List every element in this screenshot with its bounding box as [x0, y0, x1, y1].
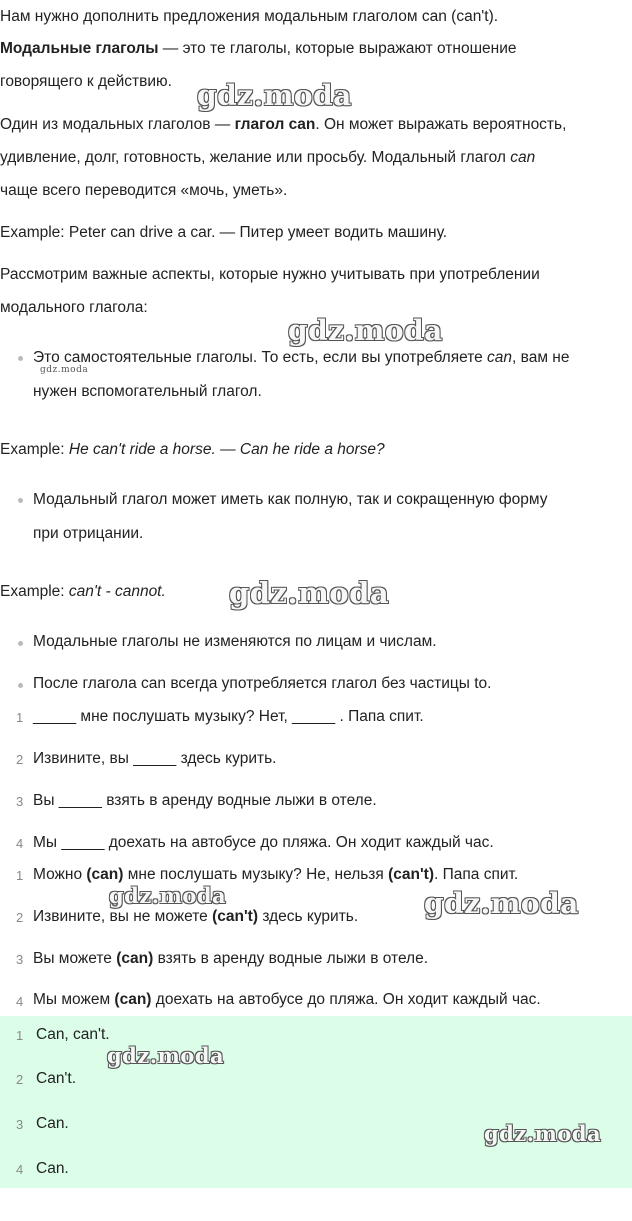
watermark: gdz.moda [229, 576, 390, 610]
italic-term: He can't ride a horse. — Can he ride a horse? [68, 441, 385, 458]
intro-line [0, 116, 566, 134]
text-span: , вам не [512, 349, 570, 366]
example-line [0, 441, 385, 459]
italic-term: can't - cannot. [68, 583, 166, 600]
text-span: Мы можем [33, 991, 115, 1008]
italic-term: can [510, 149, 536, 166]
task-number: 3 [16, 794, 24, 809]
bold-term: (can) [116, 950, 154, 967]
text-span: Вы можете [33, 950, 117, 967]
task-text: Вы _____ взять в аренду водные лыжи в отеле. [33, 792, 377, 809]
intro-line: чаще всего переводится «мочь, уметь». [0, 182, 288, 199]
answer-text: Can, can't. [36, 1026, 110, 1043]
text-span: Можно [33, 866, 87, 883]
example-line [0, 583, 166, 601]
solution-text [33, 908, 358, 926]
task-number: 2 [16, 752, 24, 767]
watermark: gdz.moda [40, 365, 89, 375]
watermark: gdz.moda [484, 1121, 602, 1146]
answer-number: 3 [16, 1117, 24, 1132]
watermark: gdz.moda [107, 1043, 225, 1068]
text-span: удивление, долг, готовность, желание или просьбу. Модальный глагол [0, 149, 511, 166]
bold-term: (can't) [388, 866, 435, 883]
task-text: _____ мне послушать музыку? Нет, _____ . Папа спит. [33, 708, 424, 725]
text-span: здесь курить. [258, 908, 359, 925]
answer-number: 2 [16, 1072, 24, 1087]
text-span: доехать на автобусе до пляжа. Он ходит каждый час. [151, 991, 541, 1008]
solution-number: 2 [16, 910, 24, 925]
solution-number: 3 [16, 952, 24, 967]
text-span: Это самостоятельные глаголы. То есть, если вы употребляете [33, 349, 488, 366]
bullet-dot [18, 356, 23, 361]
text-span: — это те глаголы, которые выражают отношение [158, 40, 517, 57]
answer-text: Can't. [36, 1070, 77, 1087]
bullet-text: После глагола can всегда употребляется глагол без частицы to. [33, 675, 492, 692]
solution-text [33, 866, 518, 884]
task-number: 4 [16, 836, 24, 851]
text-span: Один из модальных глаголов — [0, 116, 235, 133]
intro-line: Нам нужно дополнить предложения модальным глаголом can (can't). [0, 8, 499, 25]
text-span: взять в аренду водные лыжи в отеле. [153, 950, 429, 967]
solution-number: 1 [16, 868, 24, 883]
task-text: Извините, вы _____ здесь курить. [33, 750, 277, 767]
watermark: gdz.moda [288, 314, 443, 347]
text-span: мне послушать музыку? Не, нельзя [123, 866, 389, 883]
bold-term: (can) [114, 991, 152, 1008]
solution-text [33, 950, 428, 968]
watermark: gdz.moda [424, 887, 579, 920]
text-span: Example: [0, 441, 69, 458]
answer-number: 4 [16, 1162, 24, 1177]
text-span: . Папа спит. [434, 866, 519, 883]
solution-number: 4 [16, 994, 24, 1009]
bullet-text [33, 349, 569, 367]
bullet-text: Модальный глагол может иметь как полную, так и сокращенную форму [33, 491, 548, 508]
intro-line: модального глагола: [0, 299, 148, 316]
bullet-text: нужен вспомогательный глагол. [33, 383, 262, 400]
bullet-text: при отрицании. [33, 525, 144, 542]
text-span: Example: [0, 583, 69, 600]
text-span: . Он может выражать вероятность, [315, 116, 567, 133]
bold-term: (can) [86, 866, 124, 883]
intro-line [0, 149, 535, 167]
bullet-dot [18, 683, 23, 688]
task-text: Мы _____ доехать на автобусе до пляжа. Он ходит каждый час. [33, 834, 494, 851]
answer-text: Can. [36, 1115, 69, 1132]
watermark: gdz.moda [197, 79, 352, 112]
example-line: Example: Peter can drive a car. — Питер умеет водить машину. [0, 224, 448, 241]
bold-term: глагол can [234, 116, 316, 133]
bullet-text: Модальные глаголы не изменяются по лицам и числам. [33, 633, 437, 650]
intro-line [0, 40, 516, 58]
intro-line: Рассмотрим важные аспекты, которые нужно учитывать при употреблении [0, 266, 540, 283]
bold-term: (can't) [212, 908, 259, 925]
bullet-dot [18, 641, 23, 646]
intro-line: говорящего к действию. [0, 73, 172, 90]
answer-text: Can. [36, 1160, 69, 1177]
bold-term: Модальные глаголы [0, 40, 159, 57]
solution-text [33, 991, 541, 1009]
watermark: gdz.moda [109, 883, 227, 908]
italic-term: can [487, 349, 513, 366]
text-span: Извините, вы не можете [33, 908, 213, 925]
bullet-dot [18, 498, 23, 503]
answer-number: 1 [16, 1028, 24, 1043]
task-number: 1 [16, 710, 24, 725]
